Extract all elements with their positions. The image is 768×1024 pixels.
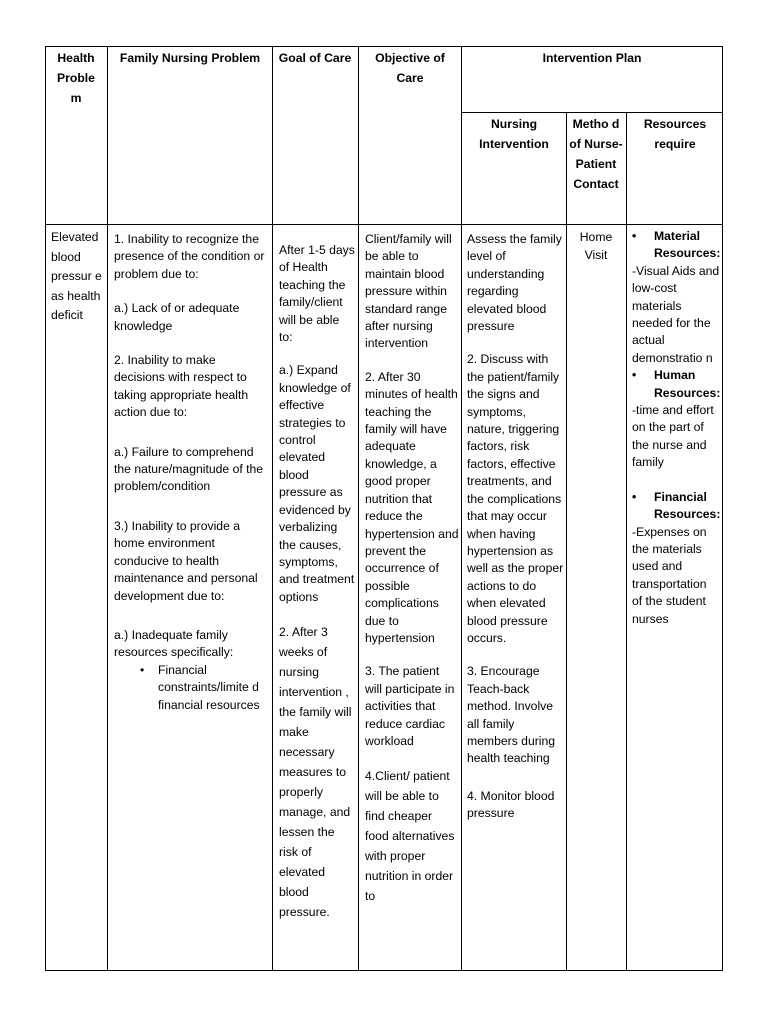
header-intervention-plan: Intervention Plan bbox=[542, 51, 642, 65]
resource-material-text: -Visual Aids and low-cost materials needed for the actual demonstratio n bbox=[632, 263, 720, 365]
col-border-5 bbox=[566, 112, 567, 971]
goal-item-a: a.) Expand knowledge of effective strategies to control elevated blood pressure as evidenced by verbalizing the causes, symptoms, and treatment options bbox=[279, 363, 355, 604]
table-bottom-border bbox=[45, 970, 723, 971]
cell-resources bbox=[632, 228, 720, 628]
col-border-6 bbox=[626, 112, 627, 971]
goal-item-b: 2. After 3 weeks of nursing intervention , the family will make necessary measures to properly manage, and lessen the risk of elevated blood pressure. bbox=[279, 625, 352, 920]
header-goal-of-care: Goal of Care bbox=[278, 51, 352, 65]
fnp-bullet-list bbox=[114, 662, 269, 714]
col-border-3 bbox=[358, 46, 359, 971]
intervention-subheader-border bbox=[461, 112, 723, 113]
cell-nursing-intervention bbox=[467, 231, 564, 823]
fnp-item-1a: a.) Lack of or adequate knowledge bbox=[114, 301, 240, 333]
header-resources-required: Resources require bbox=[643, 117, 707, 151]
header-bottom-border bbox=[45, 224, 723, 225]
col-border-4 bbox=[461, 46, 462, 971]
resource-material-label: • Material Resources: bbox=[632, 228, 720, 263]
objective-item-3: 3. The patient will participate in activities that reduce cardiac workload bbox=[365, 664, 455, 748]
header-nursing-intervention: Nursing Intervention bbox=[479, 117, 549, 151]
cell-objective-of-care bbox=[365, 231, 459, 906]
fnp-bullet-financial: • Financial constraints/limite d financial resources bbox=[158, 662, 269, 714]
resource-financial-label: • Financial Resources: bbox=[632, 489, 720, 524]
col-border-2 bbox=[272, 46, 273, 971]
col-border-0 bbox=[45, 46, 46, 971]
resource-human-text: -time and effort on the part of the nurse and family bbox=[632, 403, 714, 470]
fnp-item-3: 3.) Inability to provide a home environment conducive to health maintenance and personal development due to: bbox=[114, 518, 258, 603]
cell-method-of-contact: Home Visit bbox=[579, 230, 613, 262]
objective-item-2: 2. After 30 minutes of health teaching the family will have adequate knowledge, a good proper nutrition that reduce the hypertension and prevent the occurrence of possible complications due to hypertension bbox=[365, 369, 459, 645]
table-top-border bbox=[45, 46, 723, 47]
header-health-problem: Health Proble m bbox=[57, 51, 95, 105]
resource-financial-text: -Expenses on the materials used and transportation of the student nurses bbox=[632, 524, 707, 626]
resource-human-label: • Human Resources: bbox=[632, 367, 720, 402]
col-border-1 bbox=[107, 46, 108, 971]
header-family-nursing-problem: Family Nursing Problem bbox=[119, 51, 261, 65]
fnp-item-3a: a.) Inadequate family resources specifically: bbox=[114, 627, 234, 660]
header-objective-of-care: Objective of Care bbox=[375, 51, 445, 85]
col-border-7 bbox=[722, 46, 723, 971]
fnp-item-2a: a.) Failure to comprehend the nature/magnitude of the problem/condition bbox=[114, 444, 264, 494]
cell-family-nursing-problem bbox=[114, 231, 269, 714]
objective-item-4: 4.Client/ patient will be able to find cheaper food alternatives with proper nutrition in order to bbox=[365, 769, 455, 904]
goal-intro: After 1-5 days of Health teaching the family/client will be able to: bbox=[279, 243, 355, 345]
intervention-item-2: 2. Discuss with the patient/family the signs and symptoms, nature, triggering factors, risk factors, effective treatments, and the complications that may occur when having hypertension as well as the proper actions to do when elevated blood pressure occurs. bbox=[467, 352, 564, 645]
intervention-item-1: Assess the family level of understanding regarding elevated blood pressure bbox=[467, 232, 562, 334]
intervention-item-4: 4. Monitor blood pressure bbox=[467, 788, 555, 821]
objective-item-1: Client/family will be able to maintain blood pressure within standard range after nursing intervention bbox=[365, 232, 452, 351]
header-method-of-contact: Metho d of Nurse-Patient Contact bbox=[569, 117, 623, 191]
cell-health-problem: Elevated blood pressur e as health deficit bbox=[51, 230, 102, 323]
fnp-item-2: 2. Inability to make decisions with respect to taking appropriate health action due to: bbox=[114, 353, 249, 420]
cell-goal-of-care bbox=[279, 242, 355, 922]
fnp-item-1: 1. Inability to recognize the presence of the condition or problem due to: bbox=[114, 232, 265, 281]
intervention-item-3: 3. Encourage Teach-back method. Involve all family members during health teaching bbox=[467, 664, 556, 766]
